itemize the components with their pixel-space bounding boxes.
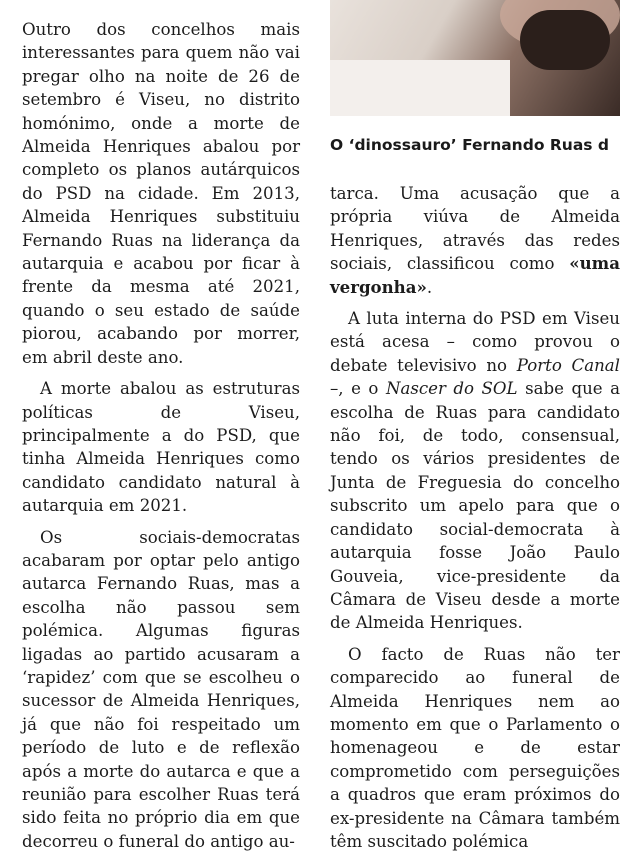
photo-background-shape — [330, 60, 510, 116]
paragraph-text: tarca. Uma acusação que a própria viúva de Almeida Henriques, através das redes sociais, classificou como — [330, 184, 620, 274]
paragraph-text: sabe que a escolha de Ruas para candidato não foi, de todo, consensual, tendo os vários presidentes de Junta de Freguesia do concelho subscrito um apelo para que o candidato social-democrata à autarquia fosse João Paulo Gouveia, vice-presidente da Câmara de Viseu desde a morte de Almeida Henriques. — [330, 379, 620, 633]
paragraph-text: –, e o — [330, 379, 386, 399]
paragraph: Outro dos concelhos mais interessantes para quem não vai pregar olho na noite de 26 de setembro é Viseu, no distrito homónimo, onde a morte de Almeida Henriques abalou por completo os planos autárquicos do PSD na cidade. Em 2013, Almeida Henriques substituiu Fernando Ruas na liderança da autarquia e acabou por ficar à frente da mesma até 2021, quando o seu estado de saúde piorou, acabando por morrer, em abril deste ano. — [22, 20, 300, 367]
paragraph: Os sociais-democratas acabaram por optar pelo antigo autarca Fernando Ruas, mas a escolha não passou sem polémica. Algumas figuras ligadas ao partido acusaram a ‘rapidez’ com que se escolheu o sucessor de Almeida Henriques, já que não foi respeitado um período de luto e de reflexão após a morte do autarca e que a reunião para escolher Ruas terá sido feita no próprio dia em que decorreu o funeral do antigo au- — [22, 527, 300, 851]
quote-text: «uma vergonha» — [330, 253, 620, 297]
paragraph-text: A luta interna do PSD em Viseu está acesa – como provou o debate televisivo no — [330, 309, 620, 375]
article-left-column — [22, 0, 300, 861]
paragraph-text: . — [426, 277, 433, 297]
article-photo — [330, 0, 620, 116]
photo-caption: O ‘dinossauro’ Fernando Ruas d — [330, 136, 610, 154]
photo-hair-shape — [520, 10, 610, 70]
article-right-column — [330, 182, 620, 861]
media-name: Nascer do SOL — [385, 379, 518, 399]
paragraph — [330, 307, 620, 635]
paragraph — [330, 182, 620, 299]
paragraph: A morte abalou as estruturas políticas de Viseu, principalmente a do PSD, que tinha Almeida Henriques como candidato candidato natural à autarquia em 2021. — [22, 379, 300, 516]
media-name: Porto Canal — [516, 355, 620, 375]
paragraph: O facto de Ruas não ter comparecido ao funeral de Almeida Henriques nem ao momento em que o Parlamento o homenageou e de estar comprometido com perseguições a quadros que eram próximos do ex-presidente na Câmara também têm suscitado polémica — [330, 644, 620, 851]
